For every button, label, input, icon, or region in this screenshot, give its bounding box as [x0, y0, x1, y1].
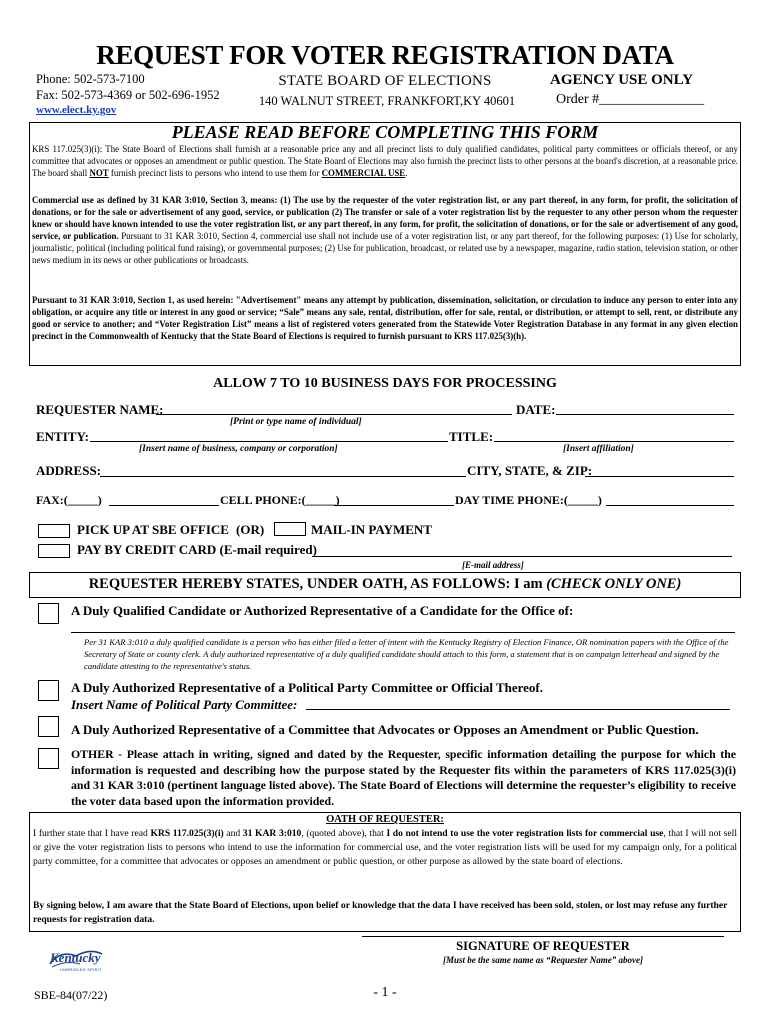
- address-input[interactable]: [100, 476, 466, 477]
- other-checkbox[interactable]: [38, 748, 59, 769]
- mail-in-label: MAIL-IN PAYMENT: [311, 522, 432, 537]
- candidate-option-title: A Duly Qualified Candidate or Authorized Representative of a Candidate for the Office of:: [71, 603, 574, 618]
- cell-phone-input[interactable]: [334, 505, 454, 506]
- fax-label: FAX:(_____): [36, 493, 102, 507]
- agency-use-label: AGENCY USE ONLY: [550, 72, 694, 88]
- party-committee-title: A Duly Authorized Representative of a Political Party Committee or Official Thereof.: [71, 680, 543, 695]
- mail-in-checkbox[interactable]: [274, 522, 306, 536]
- email-hint: [E-mail address]: [462, 560, 524, 570]
- board-address: 140 WALNUT STREET, FRANKFORT,KY 40601: [258, 94, 516, 108]
- signature-hint: [Must be the same name as “Requester Name” above]: [443, 955, 643, 965]
- pickup-label: PICK UP AT SBE OFFICE: [77, 522, 229, 537]
- requester-name-hint: [Print or type name of individual]: [230, 417, 362, 427]
- kentucky-logo-text: Kentucky: [50, 950, 101, 965]
- fax-input[interactable]: [109, 505, 219, 506]
- kentucky-logo: [46, 944, 106, 976]
- other-option-text: OTHER - Please attach in writing, signed and dated by the Requester, specific information detailing the purpose for which the information is requested and describing how the purpose stated by the Requester fits within the parameters of KRS 117.025(3)(i) and 31 KAR 3:010 (pertinent language listed above). The State Board of Elections will determine the requester’s eligibility to receive the voter data based upon the information provided.: [71, 747, 736, 808]
- date-label: DATE:: [516, 402, 556, 417]
- requester-name-label: REQUESTER NAME:: [36, 402, 164, 417]
- email-input[interactable]: [312, 556, 732, 557]
- credit-card-label: PAY BY CREDIT CARD (E-mail required): [77, 542, 317, 557]
- order-number-field[interactable]: Order #_______________: [556, 92, 705, 107]
- pickup-checkbox[interactable]: [38, 524, 70, 538]
- oath-signing-notice: By signing below, I am aware that the State Board of Elections, upon belief or knowledge that the data I have received has been sold, stolen, or lost may refuse any further requests for registration data.: [33, 900, 728, 925]
- kentucky-logo-tagline: UNBRIDLED SPIRIT: [60, 967, 102, 972]
- entity-hint: [Insert name of business, company or corporation]: [139, 444, 338, 454]
- address-label: ADDRESS:: [36, 463, 102, 478]
- city-state-zip-input[interactable]: [585, 476, 734, 477]
- party-committee-checkbox[interactable]: [38, 680, 59, 701]
- oath-banner-text: REQUESTER HEREBY STATES, UNDER OATH, AS FOLLOWS: I am (CHECK ONLY ONE): [88, 576, 682, 592]
- entity-label: ENTITY:: [36, 429, 89, 444]
- title-input[interactable]: [494, 441, 734, 442]
- amendment-committee-title: A Duly Authorized Representative of a Committee that Advocates or Opposes an Amendment or Public Question.: [71, 722, 699, 737]
- day-phone-input[interactable]: [606, 505, 734, 506]
- day-phone-label: DAY TIME PHONE:(_____): [455, 493, 602, 507]
- fax-number: Fax: 502-573-4369 or 502-696-1952: [36, 88, 220, 102]
- page-title: REQUEST FOR VOTER REGISTRATION DATA: [96, 40, 674, 70]
- amendment-committee-checkbox[interactable]: [38, 716, 59, 737]
- candidate-option-note: Per 31 KAR 3:010 a duly qualified candidate is a person who has either filed a letter of intent with the Kentucky Registry of Election Finance, OR nomination papers with the Office of the Secretary of State or county clerk. A duly authorized representative of a duly qualified candidate should attach to this form, a statement that is on campaign letterhead and signed by the candidate attesting to the representative's status.: [84, 637, 729, 671]
- credit-card-checkbox[interactable]: [38, 544, 70, 558]
- notice-paragraph-definitions: Pursuant to 31 KAR 3:010, Section 1, as used herein: "Advertisement" means any attempt by publication, dissemination, solicitation, or circulation to induce any person to enter into any obligation, or acquire any title or interest in any good or service; “Sale” means any sale, rental, distribution, offer for sale, rental, or distribution, or attempt to sell, rent, or distribute any good or service to another; and “Voter Registration List” means a list of registered voters generated from the Statewide Voter Registration Database in any format in any given election precinct in the Commonwealth of Kentucky that the State Board of Elections is required to furnish pursuant to KRS 117.025(3)(h).: [32, 295, 738, 341]
- party-committee-name-label: Insert Name of Political Party Committee:: [71, 697, 298, 712]
- candidate-office-input[interactable]: [71, 632, 735, 633]
- title-hint: [Insert affiliation]: [563, 444, 634, 454]
- city-state-zip-label: CITY, STATE, & ZIP:: [467, 463, 593, 478]
- notice-paragraph-commercial-use: Commercial use as defined by 31 KAR 3:010, Section 3, means: (1) The use by the requester of the voter registration list, or any part thereof, in any form, for profit, the solicitation of donations, or for the sale or advertisement of any good, service, or publication (2) The transfer or sale of a voter registration list by the requester to any other person whom the requester knew or should have known intended to use the voter registration list, or any part thereof, in any form, for profit, the solicitation of donations, or for the sale or advertisement of any good, service, or publication. Pursuant to 31 KAR 3:010, Section 4, commercial use shall not include use of a voter registration list, or any part thereof, for the following purposes: (1) Use for scholarly, journalistic, political (including political fund raising), or governmental purposes; (2) Use for publication, broadcast, or related use by a newspaper, magazine, radio station, television station, or other news medium in its news or other publications or broadcasts.: [32, 195, 738, 265]
- website-link[interactable]: www.elect.ky.gov: [36, 104, 117, 116]
- party-committee-name-input[interactable]: [306, 709, 730, 710]
- entity-input[interactable]: [90, 441, 448, 442]
- signature-label: SIGNATURE OF REQUESTER: [456, 939, 630, 953]
- cell-phone-label: CELL PHONE:(_____): [220, 493, 340, 507]
- candidate-checkbox[interactable]: [38, 603, 59, 624]
- form-id: SBE-84(07/22): [34, 988, 108, 1002]
- signature-line[interactable]: [362, 936, 724, 937]
- requester-name-input[interactable]: [156, 414, 512, 415]
- notice-paragraph-krs: KRS 117.025(3)(i): The State Board of Elections shall furnish at a reasonable price any and all precinct lists to duly qualified candidates, political party committees or officials thereof, or any committee that advocates or opposes an amendment or public question. The State Board of Elections may also furnish the precinct lists to other persons at the board's discretion, at a reasonable price. The board shall NOT furnish precinct lists to persons who intend to use them for COMMERCIAL USE.: [32, 144, 738, 178]
- page-number: - 1 -: [373, 985, 397, 1000]
- phone-number: Phone: 502-573-7100: [36, 72, 145, 86]
- board-name: STATE BOARD OF ELECTIONS: [278, 73, 492, 89]
- or-label: (OR): [236, 522, 265, 537]
- date-input[interactable]: [556, 414, 734, 415]
- notice-heading: PLEASE READ BEFORE COMPLETING THIS FORM: [171, 122, 599, 142]
- title-label: TITLE:: [449, 429, 494, 444]
- processing-notice: ALLOW 7 TO 10 BUSINESS DAYS FOR PROCESSING: [213, 376, 557, 391]
- oath-statement: I further state that I have read KRS 117.025(3)(i) and 31 KAR 3:010, (quoted above), that I do not intend to use the voter registration lists for commercial use, that I will not sell or give the voter registration lists to persons who intend to use the information for commercial use, and the voter registration lists will be used for my campaign only, for a political party committee, for a committee that advocates or opposes an amendment or public question, or other purpose as allowed by the state board of elections.: [33, 828, 738, 867]
- oath-heading: OATH OF REQUESTER:: [326, 814, 444, 825]
